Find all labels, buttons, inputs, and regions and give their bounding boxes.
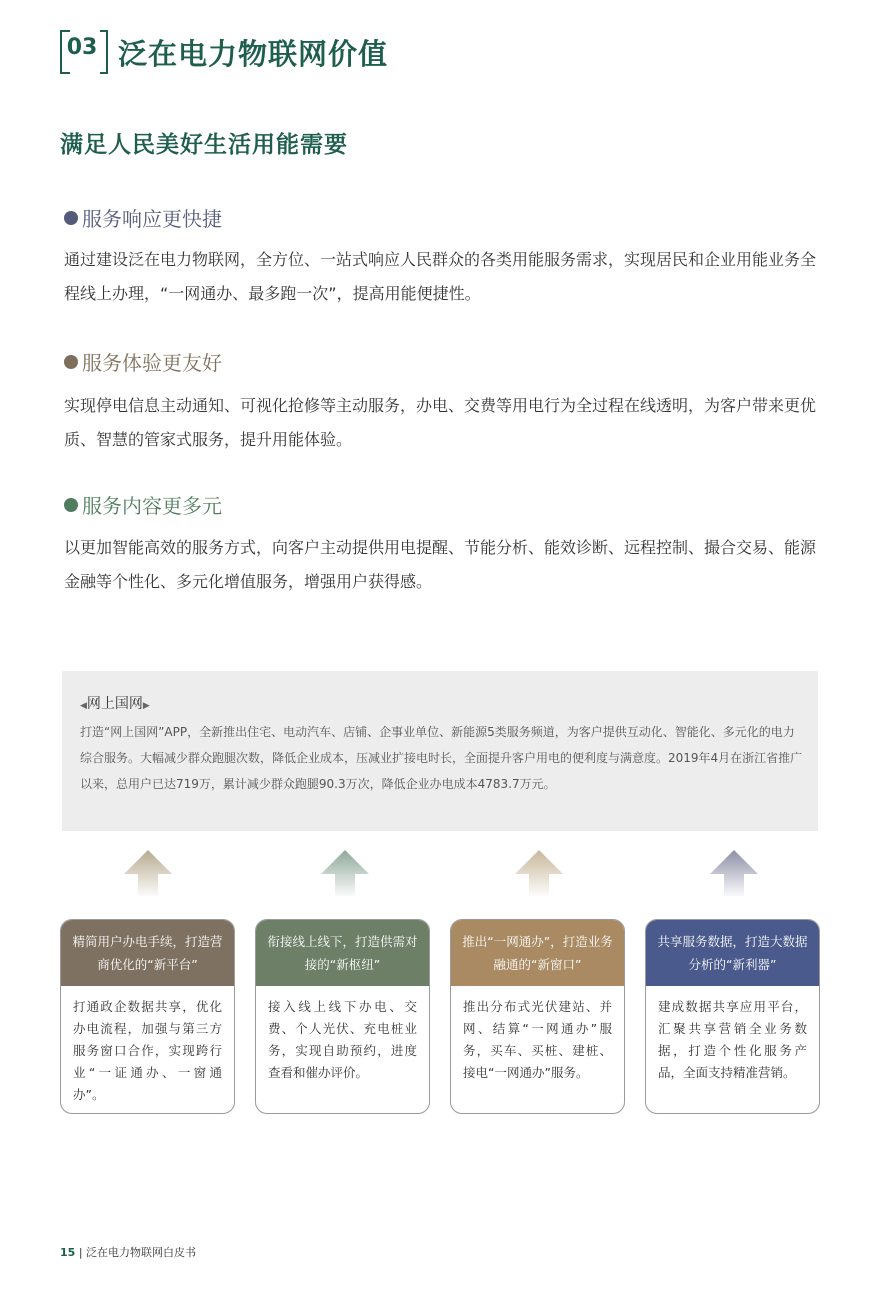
card-header: 共享服务数据，打造大数据分析的“新利器”	[646, 920, 819, 986]
feature-card-2	[255, 919, 430, 1114]
chapter-title: 泛在电力物联网价值	[118, 37, 389, 71]
bullet-dot-icon	[64, 355, 78, 369]
card-body: 推出分布式光伏建站、并网、结算“一网通办”服务，买车、买桩、建桩、接电“一网通办”服务。	[463, 999, 612, 1080]
section-body-1: 通过建设泛在电力物联网，全方位、一站式响应人民群众的各类用能服务需求，实现居民和企业用能业务全程线上办理，“一网通办、最多跑一次”，提高用能便捷性。	[64, 250, 817, 303]
card-header: 精简用户办电手续，打造营商优化的“新平台”	[61, 920, 234, 986]
bullet-dot-icon	[64, 498, 78, 512]
right-triangle-icon: ▶	[142, 701, 150, 711]
bullet-dot-icon	[64, 211, 78, 225]
section-body-2: 实现停电信息主动通知、可视化抢修等主动服务，办电、交费等用电行为全过程在线透明，为客户带来更优质、智慧的管家式服务，提升用能体验。	[64, 396, 817, 449]
panel-title-text: 网上国网	[86, 696, 143, 712]
footer-separator: |	[78, 1246, 83, 1259]
section-heading-text: 服务响应更快捷	[82, 207, 222, 231]
card-body: 建成数据共享应用平台，汇聚共享营销全业务数据，打造个性化服务产品，全面支持精准营销。	[658, 999, 807, 1080]
card-body: 接入线上线下办电、交费、个人光伏、充电桩业务，实现自助预约，进度查看和催办评价。	[268, 999, 417, 1080]
page-footer	[60, 1244, 196, 1260]
up-arrow-icon	[122, 848, 174, 898]
section-heading-text: 服务体验更友好	[82, 351, 222, 375]
section-heading-text: 服务内容更多元	[82, 494, 222, 518]
feature-card-4	[645, 919, 820, 1114]
up-arrow-icon	[708, 848, 760, 898]
section-body-3: 以更加智能高效的服务方式，向客户主动提供用电提醒、节能分析、能效诊断、远程控制、撮合交易、能源金融等个性化、多元化增值服务，增强用户获得感。	[64, 538, 817, 591]
card-header: 衔接线上线下，打造供需对接的“新枢纽”	[256, 920, 429, 986]
section-heading-2	[64, 347, 222, 376]
feature-card-1	[60, 919, 235, 1114]
footer-doc-title: 泛在电力物联网白皮书	[86, 1246, 197, 1259]
page-subtitle: 满足人民美好生活用能需要	[60, 132, 348, 158]
panel-text: 打造“网上国网”APP，全新推出住宅、电动汽车、店铺、企事业单位、新能源5类服务频道，为客户提供互动化、智能化、多元化的电力综合服务。大幅减少群众跑腿次数，降低企业成本，压减业扩接电时长，全面提升客户用电的便利度与满意度。2019年4月在浙江省推广以来，总用户已达719万，累计减少群众跑腿90.3万次，降低企业办电成本4783.7万元。	[80, 725, 803, 791]
up-arrow-icon	[319, 848, 371, 898]
page-number: 15	[60, 1246, 76, 1259]
chapter-number: 03	[66, 35, 98, 60]
card-body: 打通政企数据共享，优化办电流程，加强与第三方服务窗口合作，实现跨行业“一证通办、一窗通办”。	[73, 999, 222, 1102]
up-arrow-icon	[513, 848, 565, 898]
app-info-panel	[62, 671, 818, 831]
feature-card-3	[450, 919, 625, 1114]
left-triangle-icon: ◀	[80, 701, 87, 711]
section-heading-3	[64, 490, 222, 519]
card-header: 推出“一网通办”，打造业务融通的“新窗口”	[451, 920, 624, 986]
section-heading-1	[64, 203, 222, 232]
panel-title	[80, 693, 150, 713]
